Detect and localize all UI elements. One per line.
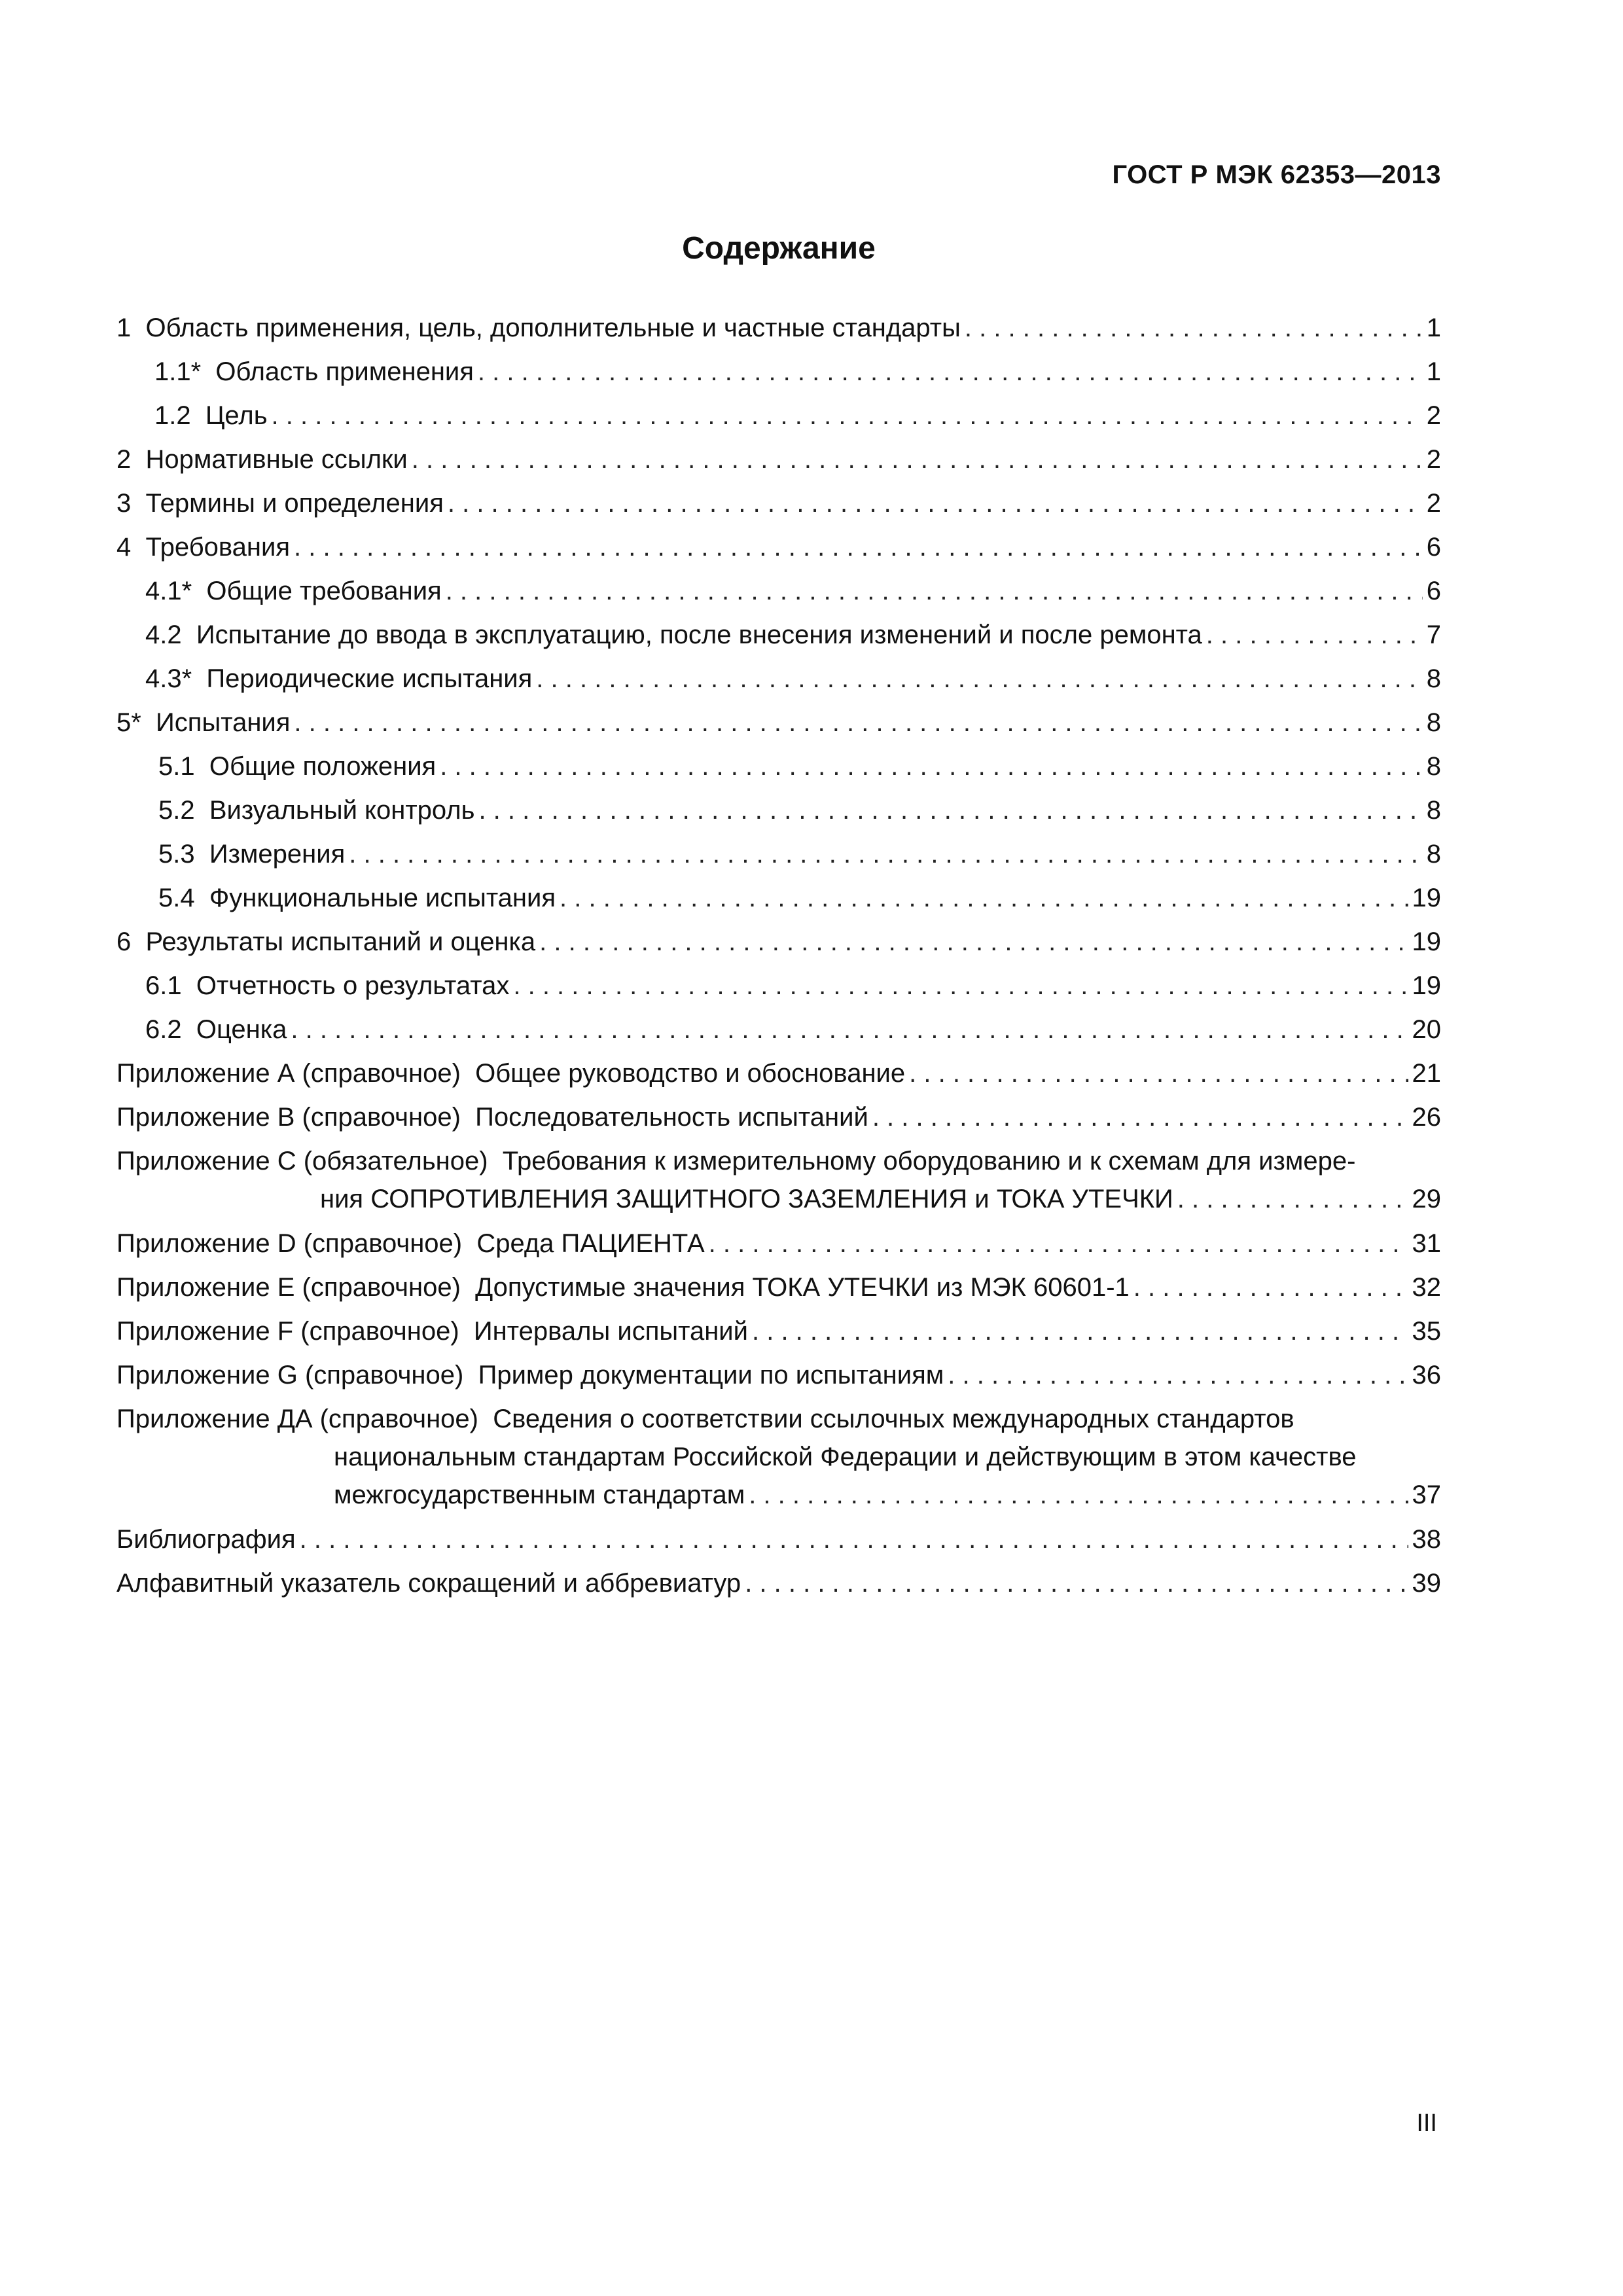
toc-entry-page: 2 (1426, 445, 1441, 474)
toc-entry-number: 4.1* (145, 577, 192, 605)
toc-entry-number: 2 (116, 445, 132, 474)
dot-leader (291, 1011, 1408, 1049)
toc-entry-title: Цель (205, 401, 268, 430)
toc-entry-page: 6 (1426, 533, 1441, 562)
toc-entry[interactable] (116, 967, 1441, 1011)
toc-entry-page: 7 (1426, 620, 1441, 649)
toc-entry-page: 1 (1426, 314, 1441, 342)
dot-leader (752, 1312, 1408, 1350)
toc-entry-title: Визуальный контроль (209, 796, 475, 825)
toc-entry-title: Функциональные испытания (209, 884, 556, 912)
toc-entry-page: 19 (1412, 927, 1441, 956)
toc-entry-number: 6.1 (145, 971, 182, 1000)
toc-entry-page: 35 (1412, 1317, 1441, 1346)
toc-entry-title: Результаты испытаний и оценка (145, 927, 536, 956)
toc-entry[interactable] (116, 1564, 1441, 1608)
dot-leader (749, 1476, 1408, 1514)
toc-entry-number: 4 (116, 533, 132, 562)
toc-entry-page: 37 (1412, 1480, 1441, 1509)
toc-entry[interactable] (116, 1225, 1441, 1268)
toc-entry[interactable] (116, 879, 1441, 923)
toc-entry-page: 8 (1426, 664, 1441, 693)
toc-entry[interactable] (116, 660, 1441, 704)
toc-entry-page: 36 (1412, 1361, 1441, 1390)
toc-entry[interactable] (116, 1520, 1441, 1564)
dot-leader (539, 923, 1408, 961)
toc-entry[interactable] (116, 1268, 1441, 1312)
toc-entry-title-line-1: Требования к измерительному оборудованию и к схемам для измере- (502, 1147, 1356, 1175)
toc-entry-title: Термины и определения (145, 489, 444, 518)
toc-entry-title: Требования (145, 533, 291, 562)
toc-entry-title: Оценка (196, 1015, 287, 1044)
toc-entry[interactable] (116, 747, 1441, 791)
dot-leader (478, 353, 1423, 391)
dot-leader (560, 879, 1408, 917)
toc-entry-number: 5.1 (158, 752, 195, 781)
dot-leader (1206, 616, 1423, 654)
toc-entry-number: 5* (116, 708, 141, 737)
toc-entry-page: 29 (1412, 1185, 1441, 1213)
dot-leader (349, 835, 1422, 873)
dot-leader (448, 484, 1423, 522)
dot-leader (300, 1520, 1408, 1558)
toc-entry-number: Приложение Е (справочное) (116, 1273, 461, 1302)
toc-entry-page: 38 (1412, 1525, 1441, 1554)
toc-entry-page: 21 (1412, 1059, 1441, 1088)
toc-entry-title-line-1: Сведения о соответствии ссылочных международных стандартов (493, 1405, 1294, 1433)
dot-leader (909, 1054, 1408, 1092)
toc-entry[interactable] (116, 835, 1441, 879)
toc-entry[interactable] (116, 1054, 1441, 1098)
toc-entry-number: 3 (116, 489, 132, 518)
dot-leader (536, 660, 1422, 698)
toc-entry-title-line-3: межгосударственным стандартам (334, 1480, 745, 1509)
toc-entry-title-line-2: ния СОПРОТИВЛЕНИЯ ЗАЩИТНОГО ЗАЗЕМЛЕНИЯ и ТОКА УТЕЧКИ (320, 1185, 1173, 1213)
toc-entry-number: Приложение D (справочное) (116, 1229, 463, 1258)
toc-entry[interactable] (116, 572, 1441, 616)
dot-leader (446, 572, 1423, 610)
toc-entry-number: Приложение G (справочное) (116, 1361, 464, 1390)
toc-entry-page: 32 (1412, 1273, 1441, 1302)
toc-entry[interactable] (116, 1312, 1441, 1356)
toc-entry-number: 1 (116, 314, 132, 342)
toc-entry[interactable] (116, 484, 1441, 528)
toc-entry[interactable] (116, 1400, 1441, 1514)
toc-entry[interactable] (116, 791, 1441, 835)
toc-entry-title: Последовательность испытаний (475, 1103, 868, 1132)
toc-entry-title: Допустимые значения ТОКА УТЕЧКИ из МЭК 60601-1 (475, 1273, 1130, 1302)
toc-entry[interactable] (116, 923, 1441, 967)
toc-entry-title: Общие положения (209, 752, 437, 781)
toc-entry-page: 8 (1426, 840, 1441, 869)
toc-entry[interactable] (116, 397, 1441, 440)
toc-entry-title: Отчетность о результатах (196, 971, 510, 1000)
toc-entry-number: 6 (116, 927, 132, 956)
toc-entry-number: 4.3* (145, 664, 192, 693)
toc-entry-page: 8 (1426, 796, 1441, 825)
toc-entry[interactable] (116, 528, 1441, 572)
toc-entry-title: Испытание до ввода в эксплуатацию, после внесения изменений и после ремонта (196, 620, 1202, 649)
toc-entry-number: Приложение В (справочное) (116, 1103, 461, 1132)
toc-entry-page: 19 (1412, 884, 1441, 912)
toc-entry-page: 2 (1426, 489, 1441, 518)
toc-entry-page: 8 (1426, 708, 1441, 737)
toc-entry-title: Библиография (116, 1525, 296, 1554)
toc-entry-title: Интервалы испытаний (473, 1317, 748, 1346)
toc-entry[interactable] (116, 1142, 1441, 1218)
toc-entry-page: 2 (1426, 401, 1441, 430)
dot-leader (478, 791, 1422, 829)
toc-entry[interactable] (116, 1356, 1441, 1400)
dot-leader (412, 440, 1423, 478)
dot-leader (965, 309, 1423, 347)
toc-entry-title: Область применения (215, 357, 474, 386)
toc-entry[interactable] (116, 309, 1441, 353)
toc-entry-title: Общие требования (206, 577, 442, 605)
toc-entry-page: 20 (1412, 1015, 1441, 1044)
toc-entry-number: Приложение С (обязательное) (116, 1147, 488, 1175)
toc-entry[interactable] (116, 440, 1441, 484)
toc-entry-page: 8 (1426, 752, 1441, 781)
toc-entry[interactable] (116, 616, 1441, 660)
toc-entry-title: Периодические испытания (206, 664, 533, 693)
dot-leader (948, 1356, 1408, 1394)
toc-entry-page: 26 (1412, 1103, 1441, 1132)
toc-entry-number: 6.2 (145, 1015, 182, 1044)
toc-entry-title: Измерения (209, 840, 346, 869)
toc-entry-page: 39 (1412, 1569, 1441, 1598)
toc-entry-page: 1 (1426, 357, 1441, 386)
toc-entry-page: 31 (1412, 1229, 1441, 1258)
toc-entry-title: Область применения, цель, дополнительные и частные стандарты (145, 314, 961, 342)
table-of-contents (116, 309, 1441, 1608)
dot-leader (709, 1225, 1408, 1263)
toc-entry-number: Приложение ДА (справочное) (116, 1405, 478, 1433)
toc-entry-title: Общее руководство и обоснование (475, 1059, 906, 1088)
dot-leader (1133, 1268, 1408, 1306)
dot-leader (294, 528, 1423, 566)
toc-entry-title-line-2: национальным стандартам Российской Федерации и действующим в этом качестве (334, 1443, 1357, 1471)
dot-leader (745, 1564, 1408, 1602)
toc-entry-number: 1.1* (154, 357, 202, 386)
toc-entry-number: 5.2 (158, 796, 195, 825)
dot-leader (294, 704, 1422, 742)
toc-entry-number: 1.2 (154, 401, 191, 430)
toc-entry-title: Испытания (156, 708, 291, 737)
toc-entry-page: 6 (1426, 577, 1441, 605)
toc-entry-title: Среда ПАЦИЕНТА (476, 1229, 705, 1258)
toc-entry-number: 5.3 (158, 840, 195, 869)
toc-entry-number: 5.4 (158, 884, 195, 912)
toc-title: Содержание (682, 231, 876, 266)
dot-leader (440, 747, 1423, 785)
dot-leader (513, 967, 1408, 1005)
dot-leader (872, 1098, 1408, 1136)
toc-entry-number: 4.2 (145, 620, 182, 649)
toc-entry[interactable] (116, 353, 1441, 397)
toc-entry-page: 19 (1412, 971, 1441, 1000)
toc-entry-title: Алфавитный указатель сокращений и аббревиатур (116, 1569, 741, 1598)
toc-entry[interactable] (116, 1098, 1441, 1142)
toc-entry-title: Нормативные ссылки (145, 445, 408, 474)
dot-leader (272, 397, 1423, 435)
toc-entry[interactable] (116, 704, 1441, 747)
page-number: III (1416, 2109, 1437, 2137)
toc-entry-title: Пример документации по испытаниям (478, 1361, 944, 1390)
document-code-header: ГОСТ Р МЭК 62353—2013 (1112, 160, 1441, 189)
toc-entry-number: Приложение F (справочное) (116, 1317, 459, 1346)
dot-leader (1177, 1180, 1408, 1218)
toc-entry[interactable] (116, 1011, 1441, 1054)
toc-entry-number: Приложение А (справочное) (116, 1059, 461, 1088)
